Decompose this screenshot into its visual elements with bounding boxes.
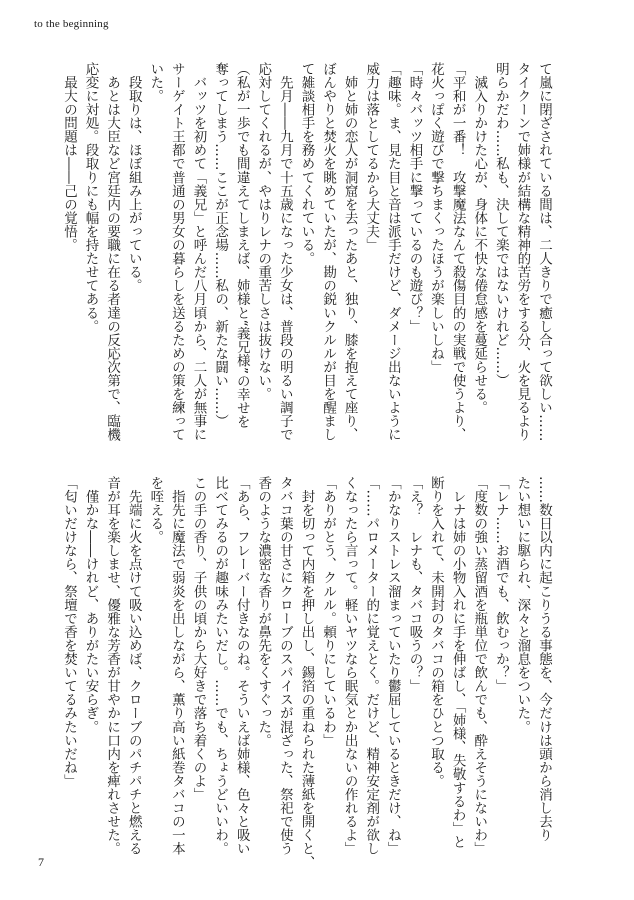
- text-line: 「かなりストレス溜まっていたり鬱屈しているときだけ、ね」: [384, 476, 401, 856]
- text-line: て雑談相手を務めてくれている。: [298, 62, 315, 266]
- text-line: タイクーンで姉様が結構な精神的苦労をする分、火を見るより: [514, 62, 531, 442]
- text-line: いた。: [147, 62, 164, 103]
- text-line: ……数日以内に起こりうる事態を、今だけは頭から消し去り: [536, 476, 552, 842]
- text-line: 先月――九月で十五歳になった少女は、普段の明るい調子で: [276, 62, 293, 442]
- text-line: 滅入りかけた心が、身体に不快な倦怠感を蔓延らせる。: [471, 62, 488, 415]
- body-text-upper: [60, 62, 554, 442]
- text-line: （私が一歩でも間違えてしまえば、姉様と“義兄様”の幸せを: [233, 62, 250, 429]
- text-line: 「ありがとう、クルル。頼りにしているわ」: [320, 476, 337, 747]
- text-line: 段取りは、ほぼ組み上がっている。: [125, 62, 142, 293]
- text-line: 封を切って内箱を押し出し、錫箔の重ねられた薄紙を開くと、: [298, 476, 315, 869]
- text-line: ぼんやりと焚火を眺めていたが、勘の鋭いクルルが目を醒まし: [320, 62, 337, 442]
- text-line: 「え？ レナも、タバコ吸うの？」: [406, 476, 423, 693]
- text-line: この手の香り、子供の頃から大好きで落ち着くのよ」: [190, 476, 207, 802]
- text-line: 「レナ……お酒でも、飲むっか？」: [492, 476, 509, 693]
- text-line: 「……パロメーター的に覚えとく。だけど、精神安定剤が欲し: [363, 476, 380, 856]
- page-number: 7: [38, 855, 44, 869]
- text-line: 指先に魔法で弱炎を出しながら、薫り高い紙巻タバコの一本: [168, 476, 185, 856]
- text-line: 比べてみるのが趣味みたいだし。……でも、ちょうどいいわ。: [212, 476, 229, 856]
- text-line: 威力は落としてるから大丈夫」: [363, 62, 380, 252]
- text-line: バッツを初めて「義兄」と呼んだ八月頃から、二人が無事に: [190, 62, 207, 442]
- text-line: 断りを入れて、未開封のタバコの箱をひとつ取る。: [428, 476, 445, 788]
- text-line: 姉と姉の恋人が洞窟を去ったあと、独り、膝を抱えて座り、: [341, 62, 358, 442]
- text-line: 香のような濃密な香りが鼻先をくすぐった。: [255, 476, 272, 747]
- text-line: くなったら言って。軽いヤツなら眠気とか出ないの作れるよ」: [341, 476, 358, 856]
- running-header: to the beginning: [34, 18, 109, 30]
- text-line: タバコ葉の甘さにクローブのスパイスが混ざった、祭祀で使う: [276, 476, 293, 856]
- text-line: て嵐に閉ざされている間は、二人きりで癒し合って欲しい……: [536, 62, 552, 442]
- text-line: を咥える。: [147, 476, 164, 544]
- text-line: 奪ってしまう……ここが正念場……私の、新たな闘い……）: [212, 62, 229, 428]
- text-line: サーゲイト王都で普通の男女の暮らしを送るための策を練って: [168, 62, 185, 442]
- text-line: 明らかだわ……私も、決して楽ではないけれど……）: [492, 62, 509, 388]
- text-line: 「度数の強い蒸留酒を瓶単位で飲んでも、酔えそうにないわ」: [471, 476, 488, 856]
- text-line: レナは姉の小物入れに手を伸ばし、「姉様、失敬するわ」と: [449, 476, 466, 849]
- text-line: たい想いに駆られ、深々と溜息をついた。: [514, 476, 531, 734]
- text-line: 花火っぽく遊びで撃ちまくったほうが楽しいしね」: [428, 62, 445, 374]
- text-line: 最大の問題は――己の覚悟。: [60, 62, 77, 252]
- text-line: 「平和が一番！ 攻撃魔法なんて殺傷目的の実戦で使うより、: [449, 62, 466, 442]
- text-line: 僅かな――けれど、ありがたい安らぎ。: [82, 476, 99, 734]
- text-line: 先端に火を点けて吸い込めば、クローブのパチパチと燃える: [125, 476, 142, 856]
- text-line: 「あら、フレーバー付きなのね。そういえば姉様、色々と吸い: [233, 476, 250, 856]
- text-line: 「趣味。ま、見た目と音は派手だけど、ダメージ出ないように: [384, 62, 401, 442]
- text-line: 「時々バッツ相手に撃っているのも遊び？」: [406, 62, 423, 333]
- text-line: 「匂いだけなら、祭壇で香を焚いてるみたいだね」: [60, 476, 77, 788]
- text-line: 音が耳を楽しませ、優雅な芳香が甘やかに口内を痺れさせた。: [104, 476, 121, 856]
- body-text-lower: [60, 476, 554, 869]
- text-line: あとは大臣など宮廷内の要職に在る者達の反応次第で、臨機: [104, 62, 121, 442]
- text-line: 応対してくれるが、やはりレナの重苦しさは抜けない。: [255, 62, 272, 401]
- text-line: 応変に対処。段取りにも幅を持たせてある。: [82, 62, 99, 333]
